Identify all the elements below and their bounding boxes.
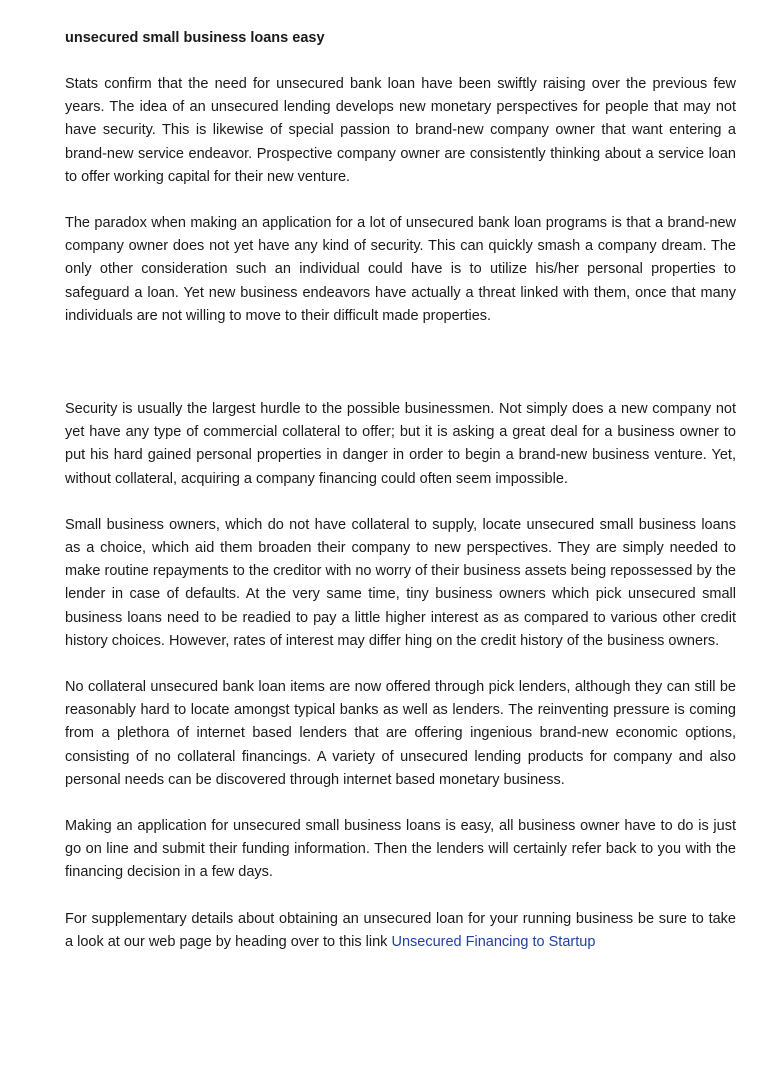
paragraph: Stats confirm that the need for unsecured bank loan have been swiftly raising over the previous few years. The idea of an unsecured lending develops new monetary perspectives for people that may not have security. This is likewise of special passion to brand-new company owner that want entering a brand-new service endeavor. Prospective company owner are consistently thinking about a service loan to offer working capital for their new venture. [65,76,736,185]
document-page [65,27,736,977]
paragraph: Small business owners, which do not have collateral to supply, locate unsecured small business loans as a choice, which aid them broaden their company to new perspectives. They are simply needed to make routine repayments to the creditor with no worry of their business assets being repossessed by the lender in case of defaults. At the very same time, tiny business owners which pick unsecured small business loans need to be readied to pay a little higher interest as as compared to various other credit history choices. However, rates of interest may differ hing on the credit history of the business owners. [65,516,736,649]
paragraph: Making an application for unsecured small business loans is easy, all business owner have to do is just go on line and submit their funding information. Then the lenders will certainly refer back to you with the financing decision in a few days. [65,818,736,881]
paragraph: The paradox when making an application for a lot of unsecured bank loan programs is that a brand-new company owner does not yet have any kind of security. This can quickly smash a company dream. The only other consideration such an individual could have is to utilize his/her personal properties to safeguard a loan. Yet new business endeavors have actually a threat linked with them, once that many individuals are not willing to move to their difficult made properties. [65,215,736,324]
final-paragraph-text: For supplementary details about obtaining an unsecured loan for your running business be sure to take a look at our web page by heading over to this link [65,910,736,950]
final-paragraph [65,908,736,954]
paragraph: No collateral unsecured bank loan items are now offered through pick lenders, although they can still be reasonably hard to locate amongst typical banks as well as lenders. The reinventing pressure is coming from a plethora of internet based lenders that are offering ingenious brand-new economic options, consisting of no collateral financings. A variety of unsecured lending products for company and also personal needs can be discovered through internet based monetary business. [65,679,736,788]
unsecured-financing-link[interactable]: Unsecured Financing to Startup [391,933,596,950]
document-title: unsecured small business loans easy [65,30,325,46]
paragraph: Security is usually the largest hurdle to the possible businessmen. Not simply does a new company not yet have any type of commercial collateral to offer; but it is asking a great deal for a business owner to put his hard gained personal properties in danger in order to begin a brand-new business venture. Yet, without collateral, acquiring a company financing could often seem impossible. [65,401,736,487]
